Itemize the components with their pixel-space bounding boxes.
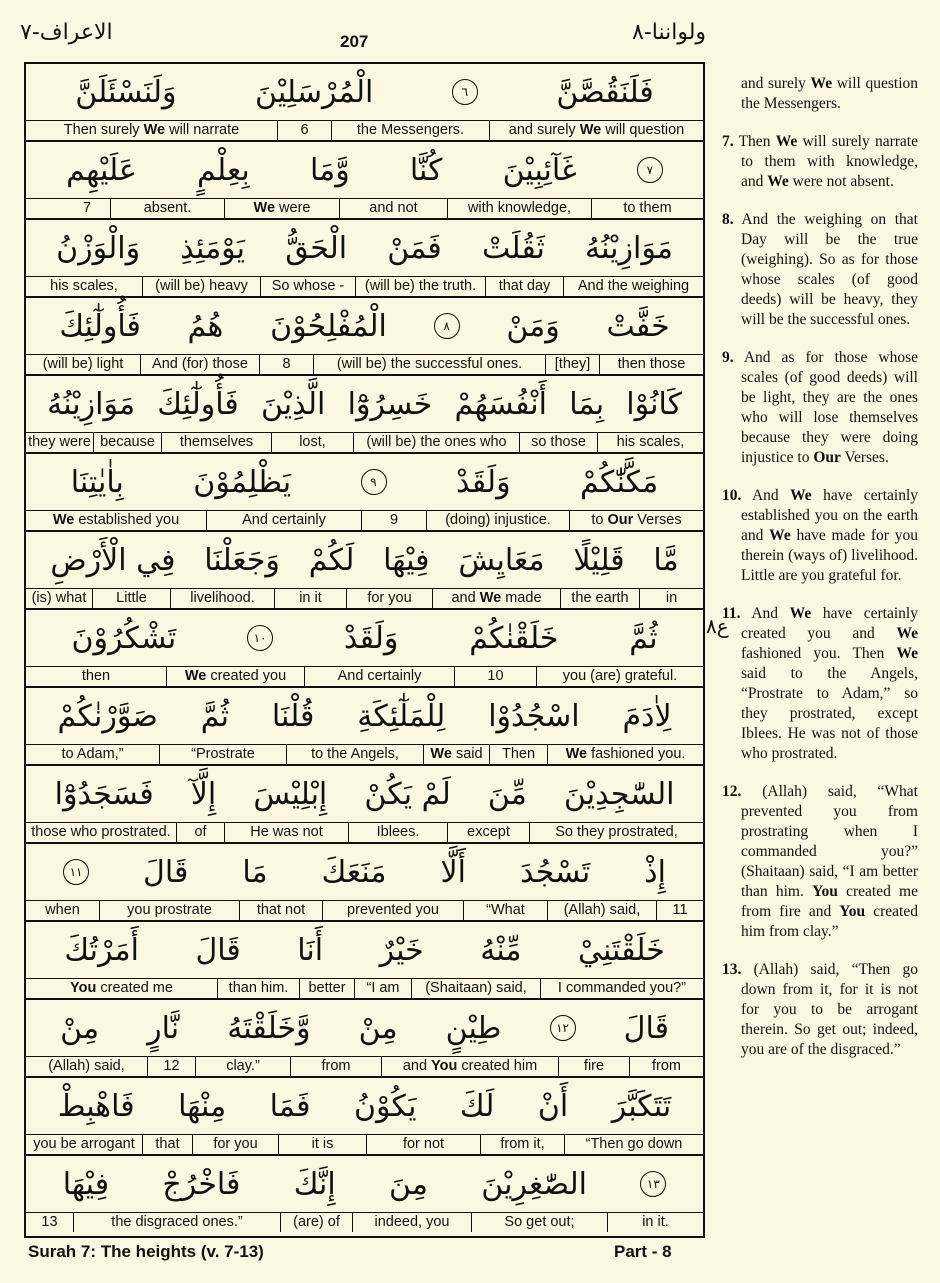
verse-number: 10. [722, 487, 742, 504]
translation-text: And We have certainly created you and We fashioned you. Then We said to the Angels, “Prostrate to Adam,” so they prostrated, except Iblees. He was not of those who prostrated. [741, 605, 918, 762]
arabic-word: لِاٰدَمَ [622, 698, 672, 734]
arabic-word: وَمَنْ [506, 308, 560, 344]
arabic-word: فَأُولٰٓئِكَ [59, 308, 141, 344]
gloss-cell: I commanded you?” [540, 979, 703, 998]
gloss-cell: then those [599, 355, 703, 374]
verse-number: 8. [722, 211, 734, 228]
arabic-line [26, 64, 703, 121]
arabic-word: مِنْ [60, 1010, 100, 1046]
footer-surah-info: Surah 7: The heights (v. 7-13) [28, 1242, 264, 1261]
gloss-cell: (will be) the successful ones. [313, 355, 545, 374]
verse-block [26, 298, 703, 376]
gloss-cell: to Adam,” [61, 746, 124, 762]
gloss-cell: then [81, 668, 111, 684]
gloss-cell: We said [423, 745, 489, 764]
gloss-cell: those who prostrated. [31, 824, 171, 840]
translation-text: And We have certainly established you on the earth and We have made for you therein (ways of) livelihood. Little are you grateful for. [741, 487, 918, 584]
verse-block [26, 64, 703, 142]
arabic-word: فَمَنْ [387, 230, 442, 266]
translation-paragraph [722, 604, 918, 764]
ayah-number-marker: ٩ [361, 469, 387, 495]
gloss-cell: “Prostrate [159, 745, 286, 764]
arabic-word: عَلَيْهِم [66, 152, 137, 188]
verse-number: 9. [722, 349, 734, 366]
gloss-cell: with knowledge, [447, 199, 591, 218]
surah-name-arabic: الاعراف-٧ [20, 20, 113, 45]
translation-paragraph [722, 132, 918, 192]
arabic-word: مَنَعَكَ [321, 854, 387, 890]
gloss-cell: 10 [454, 667, 536, 686]
arabic-word: تَسْجُدَ [520, 854, 591, 890]
ayah-number-marker: ١٢ [550, 1015, 576, 1041]
gloss-cell: (Allah) said, [48, 1058, 125, 1074]
arabic-word: مِنْ [358, 1010, 398, 1046]
arabic-word: فَاخْرُجْ [162, 1166, 241, 1202]
arabic-word: قُلْنَا [271, 698, 315, 734]
gloss-cell: the earth [560, 589, 639, 608]
gloss-cell: in [639, 589, 703, 608]
gloss-cell: in it [274, 589, 346, 608]
english-gloss-row [26, 277, 703, 296]
gloss-cell: fire [558, 1057, 629, 1076]
arabic-word: وَّخَلَقْتَهُ [227, 1010, 311, 1046]
arabic-word: أَنَا [297, 932, 324, 968]
verse-block [26, 1156, 703, 1234]
arabic-word: فَأُولٰٓئِكَ [157, 386, 239, 422]
arabic-word: قَالَ [623, 1010, 669, 1046]
arabic-word: لَكَ [459, 1088, 495, 1124]
arabic-line [26, 454, 703, 511]
arabic-word: الَّذِيْنَ [260, 386, 326, 422]
gloss-cell: (doing) injustice. [426, 511, 569, 530]
arabic-word: وَلَقَدْ [456, 464, 511, 500]
ayah-number-marker: ٧ [637, 157, 663, 183]
gloss-cell: indeed, you [352, 1213, 471, 1232]
arabic-word: فِيْهَا [383, 542, 430, 578]
gloss-cell: and surely We will question [489, 121, 703, 140]
arabic-word: لَكُمْ [308, 542, 355, 578]
arabic-word: مَّا [653, 542, 679, 578]
gloss-cell: And certainly [304, 667, 454, 686]
gloss-cell: And (for) those [140, 355, 259, 374]
arabic-line [26, 688, 703, 745]
ayah-number-marker: ١٣ [640, 1171, 666, 1197]
arabic-line [26, 220, 703, 277]
gloss-cell: prevented you [322, 901, 463, 920]
arabic-word: اسْجُدُوْا [488, 698, 580, 734]
translation-column [722, 74, 918, 1078]
translation-paragraph [722, 348, 918, 468]
arabic-word: قَلِيْلًا [573, 542, 625, 578]
gloss-cell: 7 [82, 200, 92, 216]
gloss-cell: they were [28, 434, 91, 450]
gloss-cell: better [299, 979, 354, 998]
ayah-number-marker: ٦ [452, 79, 478, 105]
arabic-word: مَا [242, 854, 268, 890]
translation-text: and surely We will question the Messengers. [741, 75, 918, 112]
gloss-cell: that [142, 1135, 192, 1154]
arabic-word: وَلَنَسْئَلَنَّ [75, 74, 177, 110]
arabic-word: مِّنَ [487, 776, 527, 812]
gloss-cell: the Messengers. [331, 121, 489, 140]
arabic-word: صَوَّرْنٰكُمْ [57, 698, 158, 734]
arabic-word: وَجَعَلْنَا [204, 542, 280, 578]
arabic-word: الْمُرْسَلِيْنَ [255, 74, 374, 110]
arabic-word: ثَقُلَتْ [481, 230, 545, 266]
arabic-word: كُنَّا [409, 152, 443, 188]
gloss-cell: from [290, 1057, 381, 1076]
gloss-cell: it is [278, 1135, 366, 1154]
gloss-cell: Then surely We will narrate [63, 122, 240, 138]
english-gloss-row [26, 823, 703, 842]
arabic-word: مَعَايِشَ [458, 542, 545, 578]
gloss-cell: 9 [361, 511, 426, 530]
arabic-word: بِمَا [569, 386, 605, 422]
arabic-line [26, 142, 703, 199]
gloss-cell: of [176, 823, 224, 842]
english-gloss-row [26, 901, 703, 920]
verse-block [26, 922, 703, 1000]
gloss-cell: themselves [161, 433, 271, 452]
arabic-line [26, 844, 703, 901]
ayah-number-marker: ١٠ [247, 625, 273, 651]
verse-number: 7. [722, 133, 734, 150]
gloss-cell: that day [485, 277, 563, 296]
arabic-word: فَاهْبِطْ [57, 1088, 135, 1124]
arabic-word: قَالَ [143, 854, 189, 890]
gloss-cell: And the weighing [563, 277, 703, 296]
gloss-cell: the disgraced ones.” [73, 1213, 280, 1232]
arabic-word: إِبْلِيْسَ [253, 776, 328, 812]
arabic-word: مِّنْهُ [480, 932, 522, 968]
page-header [0, 0, 940, 62]
verse-block [26, 766, 703, 844]
arabic-line [26, 532, 703, 589]
footer-part: Part - 8 [614, 1242, 672, 1261]
arabic-word: إِلَّآ [190, 776, 217, 812]
gloss-cell: clay.” [195, 1057, 290, 1076]
arabic-word: أَلَّا [440, 854, 466, 890]
gloss-cell: (is) what [31, 590, 87, 606]
gloss-cell: So they prostrated, [529, 823, 703, 842]
gloss-cell: 13 [41, 1214, 58, 1230]
gloss-cell: (are) of [280, 1213, 352, 1232]
gloss-cell: And certainly [206, 511, 361, 530]
arabic-line [26, 922, 703, 979]
arabic-word: أَمَرْتُكَ [64, 932, 139, 968]
arabic-word: مَكَّنّٰكُمْ [580, 464, 659, 500]
gloss-cell: We were [224, 199, 339, 218]
english-gloss-row [26, 667, 703, 686]
gloss-cell: “What [463, 901, 547, 920]
verse-block [26, 1078, 703, 1156]
gloss-cell: for not [366, 1135, 480, 1154]
gloss-cell: Little [92, 589, 170, 608]
gloss-cell: and You created him [381, 1057, 558, 1076]
arabic-word: يَظْلِمُوْنَ [193, 464, 292, 500]
gloss-cell: 11 [656, 901, 703, 920]
verse-block [26, 610, 703, 688]
arabic-word: مِنْهَا [178, 1088, 227, 1124]
translation-paragraph [722, 210, 918, 330]
gloss-cell: that not [239, 901, 322, 920]
arabic-word: الْمُفْلِحُوْنَ [270, 308, 387, 344]
arabic-word: غَآئِبِيْنَ [502, 152, 577, 188]
gloss-cell: [they] [545, 355, 599, 374]
gloss-cell: lost, [271, 433, 353, 452]
arabic-word: وَّمَا [309, 152, 350, 188]
verse-block [26, 220, 703, 298]
gloss-cell: than him. [217, 979, 299, 998]
gloss-cell: his scales, [50, 278, 118, 294]
gloss-cell: He was not [224, 823, 348, 842]
arabic-word: وَلَقَدْ [343, 620, 399, 656]
page-number: 207 [340, 32, 369, 51]
translation-text: (Allah) said, “What prevented you from prostrating when I commanded you?” (Shaitaan) said, “I am better than him. You created me from fire and You created him from clay.” [741, 783, 918, 940]
english-gloss-row [26, 1057, 703, 1076]
ayah-number-marker: ١١ [63, 859, 89, 885]
gloss-cell: from [629, 1057, 703, 1076]
arabic-line [26, 1156, 703, 1213]
interlinear-grid [24, 62, 705, 1238]
ayah-number-marker: ٨ [434, 313, 460, 339]
gloss-cell: (will be) light [42, 356, 124, 372]
gloss-cell: to Our Verses [569, 511, 703, 530]
gloss-cell: and not [339, 199, 447, 218]
verse-block [26, 1000, 703, 1078]
arabic-word: مَوَازِيْنُهُ [47, 386, 136, 422]
gloss-cell: 12 [147, 1057, 195, 1076]
arabic-word: ثُمَّ [200, 698, 230, 734]
arabic-line [26, 376, 703, 433]
gloss-cell: 8 [259, 355, 313, 374]
english-gloss-row [26, 433, 703, 452]
arabic-word: الصّٰغِرِيْنَ [481, 1166, 587, 1202]
arabic-word: فِي الْأَرْضِ [50, 542, 176, 578]
arabic-word: هُمُ [187, 308, 224, 344]
verse-block [26, 142, 703, 220]
gloss-cell: you prostrate [99, 901, 239, 920]
arabic-word: لِلْمَلٰٓئِكَةِ [357, 698, 446, 734]
gloss-cell: (will be) the truth. [355, 277, 485, 296]
arabic-word: خَسِرُوْٓا [347, 386, 433, 422]
translation-paragraph [722, 486, 918, 586]
translation-text: Then We will surely narrate to them with knowledge, and We were not absent. [738, 133, 918, 190]
arabic-word: خَيْرٌ [379, 932, 424, 968]
gloss-cell: to the Angels, [286, 745, 423, 764]
arabic-line [26, 610, 703, 667]
arabic-word: خَلَقْنٰكُمْ [469, 620, 559, 656]
arabic-line [26, 298, 703, 355]
gloss-cell: 6 [277, 121, 331, 140]
gloss-cell: We created you [166, 667, 304, 686]
ruku-mark: ع٨ [706, 614, 729, 638]
verse-block [26, 532, 703, 610]
gloss-cell: So get out; [471, 1213, 607, 1232]
arabic-word: إِنَّكَ [293, 1166, 336, 1202]
gloss-cell: (will be) the ones who [353, 433, 519, 452]
verse-block [26, 376, 703, 454]
gloss-cell: you (are) grateful. [536, 667, 703, 686]
gloss-cell: when [45, 902, 80, 918]
gloss-cell: except [447, 823, 529, 842]
translation-text: (Allah) said, “Then go down from it, for it is not for you to be arrogant therein. So get out; indeed, you are of the disgraced.” [741, 961, 918, 1058]
english-gloss-row [26, 121, 703, 140]
gloss-cell: Iblees. [348, 823, 447, 842]
verse-number: 12. [722, 783, 742, 800]
arabic-word: بِعِلْمٍ [197, 152, 250, 188]
arabic-word: وَالْوَزْنُ [56, 230, 141, 266]
translation-text: And the weighing on that Day will be the true (weighing). So as for those whose scales (of good deeds) will be heavy, they will be the successful ones. [741, 211, 918, 328]
arabic-word: أَنْ [537, 1088, 569, 1124]
gloss-cell: to them [591, 199, 703, 218]
gloss-cell: You created me [70, 980, 173, 996]
arabic-word: خَلَقْتَنِيْ [577, 932, 665, 968]
arabic-line [26, 766, 703, 823]
english-gloss-row [26, 1135, 703, 1154]
arabic-word: ثُمَّ [629, 620, 658, 656]
arabic-line [26, 1078, 703, 1135]
arabic-word: يَوْمَئِذِ [180, 230, 246, 266]
english-gloss-row [26, 355, 703, 374]
gloss-cell: because [93, 433, 161, 452]
gloss-cell: livelihood. [170, 589, 274, 608]
gloss-cell: for you [192, 1135, 278, 1154]
arabic-word: بِاٰيٰتِنَا [70, 464, 124, 500]
gloss-cell: Then [489, 745, 547, 764]
gloss-cell: “Then go down [564, 1135, 703, 1154]
arabic-word: إِذْ [644, 854, 666, 890]
arabic-word: كَانُوْا [626, 386, 682, 422]
arabic-word: مَوَازِيْنُهُ [585, 230, 673, 266]
arabic-line [26, 1000, 703, 1057]
arabic-word: الْحَقُّ [285, 230, 348, 266]
arabic-word: نَّارٍ [147, 1010, 180, 1046]
gloss-cell: “I am [354, 979, 411, 998]
english-gloss-row [26, 199, 703, 218]
translation-paragraph [722, 782, 918, 942]
arabic-word: أَنْفُسَهُمْ [454, 386, 547, 422]
gloss-cell: So whose - [260, 277, 355, 296]
gloss-cell: in it. [607, 1213, 703, 1232]
gloss-cell: from it, [480, 1135, 564, 1154]
verse-block [26, 688, 703, 766]
arabic-word: مِنَ [389, 1166, 428, 1202]
english-gloss-row [26, 979, 703, 998]
translation-text: And as for those whose scales (of good deeds) will be light, they are the ones who will lose themselves because they were doing injustice to Our Verses. [741, 349, 918, 466]
english-gloss-row [26, 1213, 703, 1232]
arabic-word: خَفَّتْ [606, 308, 670, 344]
arabic-word: فَسَجَدُوْٓا [54, 776, 154, 812]
gloss-cell: for you [346, 589, 432, 608]
english-gloss-row [26, 745, 703, 764]
gloss-cell: We established you [52, 512, 180, 528]
verse-block [26, 454, 703, 532]
gloss-cell: you be arrogant [33, 1136, 135, 1152]
english-gloss-row [26, 589, 703, 608]
juz-name-arabic: ولواننا-٨ [632, 20, 707, 45]
gloss-cell: absent. [110, 199, 224, 218]
arabic-word: يَكُوْنُ [353, 1088, 417, 1124]
verse-block [26, 844, 703, 922]
translation-paragraph [722, 960, 918, 1060]
arabic-word: فِيْهَا [62, 1166, 110, 1202]
gloss-cell: his scales, [597, 433, 703, 452]
arabic-word: فَمَا [269, 1088, 311, 1124]
gloss-cell: so those [519, 433, 597, 452]
arabic-word: قَالَ [195, 932, 241, 968]
verse-number: 13. [722, 961, 742, 978]
arabic-word: طِيْنٍ [445, 1010, 502, 1046]
gloss-cell: (Allah) said, [547, 901, 656, 920]
gloss-cell: (will be) heavy [142, 277, 260, 296]
verse-number: 11. [722, 605, 741, 622]
translation-paragraph [722, 74, 918, 114]
arabic-word: تَشْكُرُوْنَ [71, 620, 177, 656]
arabic-word: السّٰجِدِيْنَ [563, 776, 675, 812]
gloss-cell: and We made [432, 589, 560, 608]
gloss-cell: We fashioned you. [547, 745, 703, 764]
arabic-word: فَلَنَقُصَّنَّ [556, 74, 654, 110]
english-gloss-row [26, 511, 703, 530]
gloss-cell: (Shaitaan) said, [411, 979, 540, 998]
arabic-word: تَتَكَبَّرَ [611, 1088, 672, 1124]
arabic-word: لَمْ يَكُنْ [364, 776, 451, 812]
